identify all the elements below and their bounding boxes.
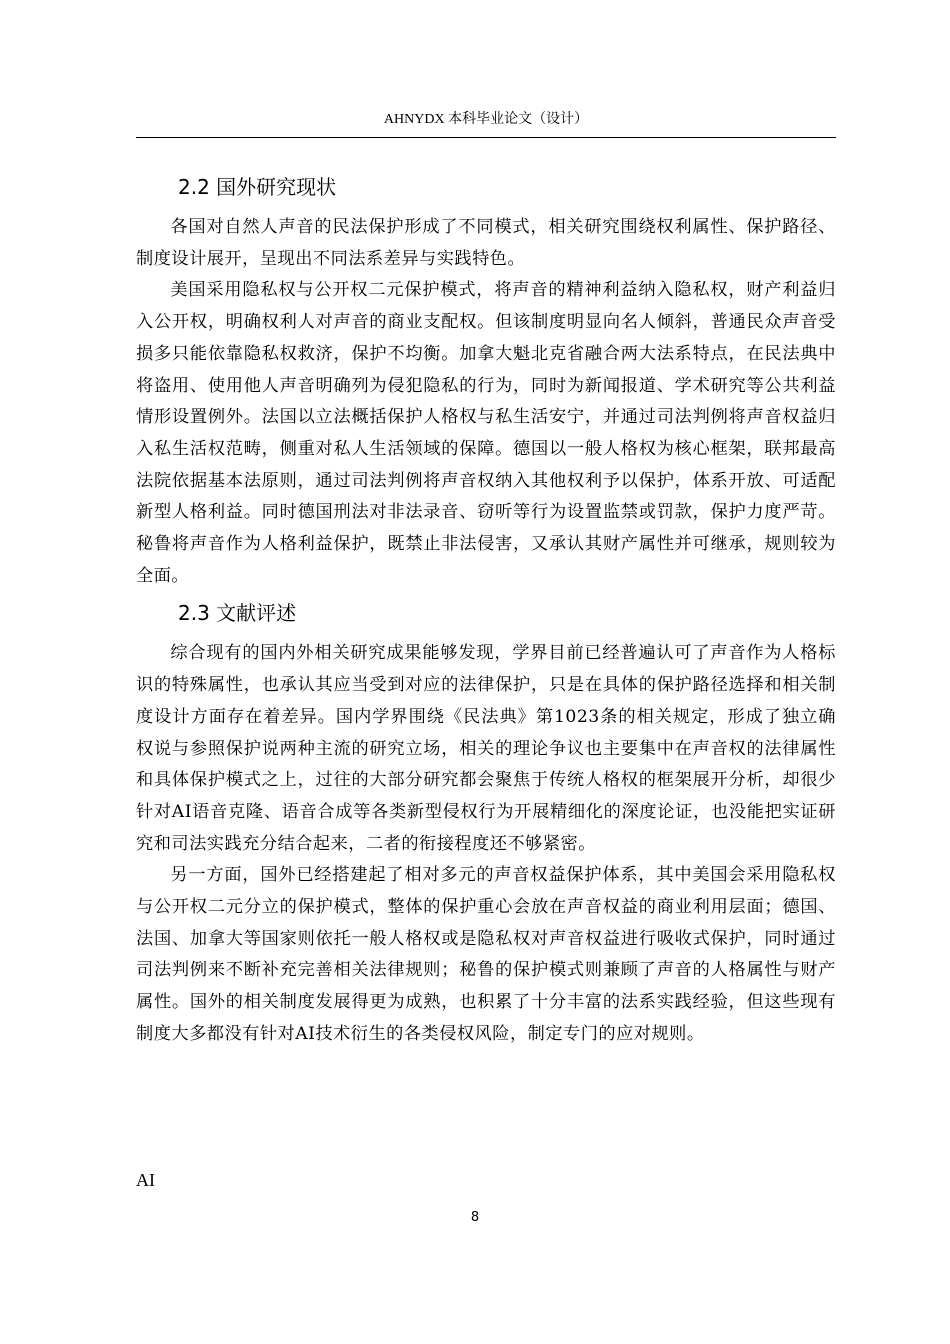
paragraph-2-2-countries: 美国采用隐私权与公开权二元保护模式，将声音的精神利益纳入隐私权，财产利益归入公开权，明确权利人对声音的商业支配权。但该制度明显向名人倾斜，普通民众声音受损多只能依靠隐私权救济，保护不均衡。加拿大魁北克省融合两大法系特点，在民法典中将盗用、使用他人声音明确列为侵犯隐私的行为，同时为新闻报道、学术研究等公共利益情形设置例外。法国以立法概括保护人格权与私生活安宁，并通过司法判例将声音权益归入私生活权范畴，侧重对私人生活领域的保障。德国以一般人格权为核心框架，联邦最高法院依据基本法原则，通过司法判例将声音权纳入其他权利予以保护，体系开放、可适配新型人格利益。同时德国刑法对非法录音、窃听等行为设置监禁或罚款，保护力度严苛。秘鲁将声音作为人格利益保护，既禁止非法侵害，又承认其财产属性并可继承，规则较为全面。 xyxy=(136,280,836,586)
paragraph-2-3-foreign: 另一方面，国外已经搭建起了相对多元的声音权益保护体系，其中美国会采用隐私权与公开权二元分立的保护模式，整体的保护重心会放在声音权益的商业利用层面；德国、法国、加拿大等国家则依托一般人格权或是隐私权对声音权益进行吸收式保护，同时通过司法判例来不断补充完善相关法律规则；秘鲁的保护模式则兼顾了声音的人格属性与财产属性。国外的相关制度发展得更为成熟，也积累了十分丰富的法系实践经验，但这些现有制度大多都没有针对AI技术衍生的各类侵权风险，制定专门的应对规则。 xyxy=(136,865,836,1044)
paragraph-2-2-intro: 各国对自然人声音的民法保护形成了不同模式，相关研究围绕权利属性、保护路径、制度设计展开，呈现出不同法系差异与实践特色。 xyxy=(136,217,836,269)
page-body xyxy=(136,168,836,1051)
paragraph-2-3-domestic: 综合现有的国内外相关研究成果能够发现，学界目前已经普遍认可了声音作为人格标识的特殊属性，也承认其应当受到对应的法律保护，只是在具体的保护路径选择和相关制度设计方面存在着差异。国内学界围绕《民法典》第1023条的相关规定，形成了独立确权说与参照保护说两种主流的研究立场，相关的理论争议也主要集中在声音权的法律属性和具体保护模式之上，过往的大部分研究都会聚焦于传统人格权的框架展开分析，却很少针对AI语音克隆、语音合成等各类新型侵权行为开展精细化的深度论证，也没能把实证研究和司法实践充分结合起来，二者的衔接程度还不够紧密。 xyxy=(136,643,836,854)
section-heading-2-3: 2.3 文献评述 xyxy=(178,601,297,626)
stray-text-line: AI xyxy=(136,1170,155,1190)
page-number: 8 xyxy=(470,1210,480,1225)
running-header: AHNYDX 本科毕业论文（设计） xyxy=(383,112,589,127)
header-rule xyxy=(136,137,836,138)
section-heading-2-2: 2.2 国外研究现状 xyxy=(178,175,337,199)
